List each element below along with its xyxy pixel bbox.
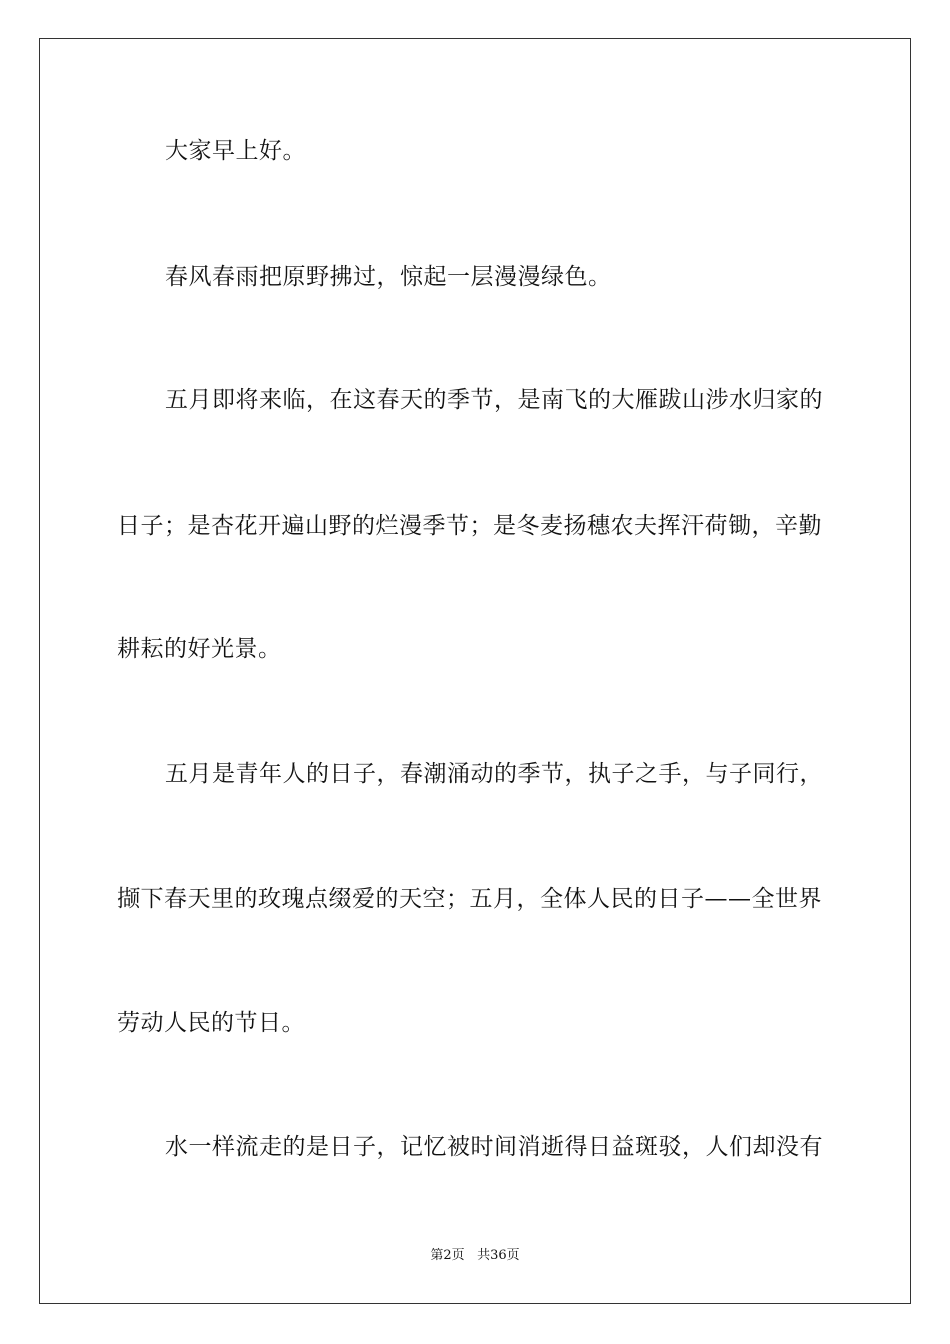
paragraph-line: 水一样流走的是日子，记忆被时间消逝得日益斑驳，人们却没有 [165, 1134, 823, 1160]
paragraph-line: 日子；是杏花开遍山野的烂漫季节；是冬麦扬穗农夫挥汗荷锄，辛勤 [117, 513, 822, 539]
page-total: 共36页 [477, 1248, 520, 1263]
paragraph-line: 撷下春天里的玫瑰点缀爱的天空；五月，全体人民的日子——全世界 [117, 886, 822, 912]
paragraph-line: 大家早上好。 [165, 138, 306, 164]
page-footer [0, 1247, 950, 1265]
paragraph-line: 春风春雨把原野拂过，惊起一层漫漫绿色。 [165, 264, 612, 290]
paragraph-line: 五月即将来临，在这春天的季节，是南飞的大雁跋山涉水归家的 [165, 387, 823, 413]
paragraph-line: 五月是青年人的日子，春潮涌动的季节，执子之手，与子同行， [165, 761, 823, 787]
paragraph-line: 劳动人民的节日。 [117, 1010, 305, 1036]
page-frame [39, 38, 911, 1304]
paragraph-line: 耕耘的好光景。 [117, 636, 282, 662]
page-number: 第2页 [430, 1248, 465, 1263]
